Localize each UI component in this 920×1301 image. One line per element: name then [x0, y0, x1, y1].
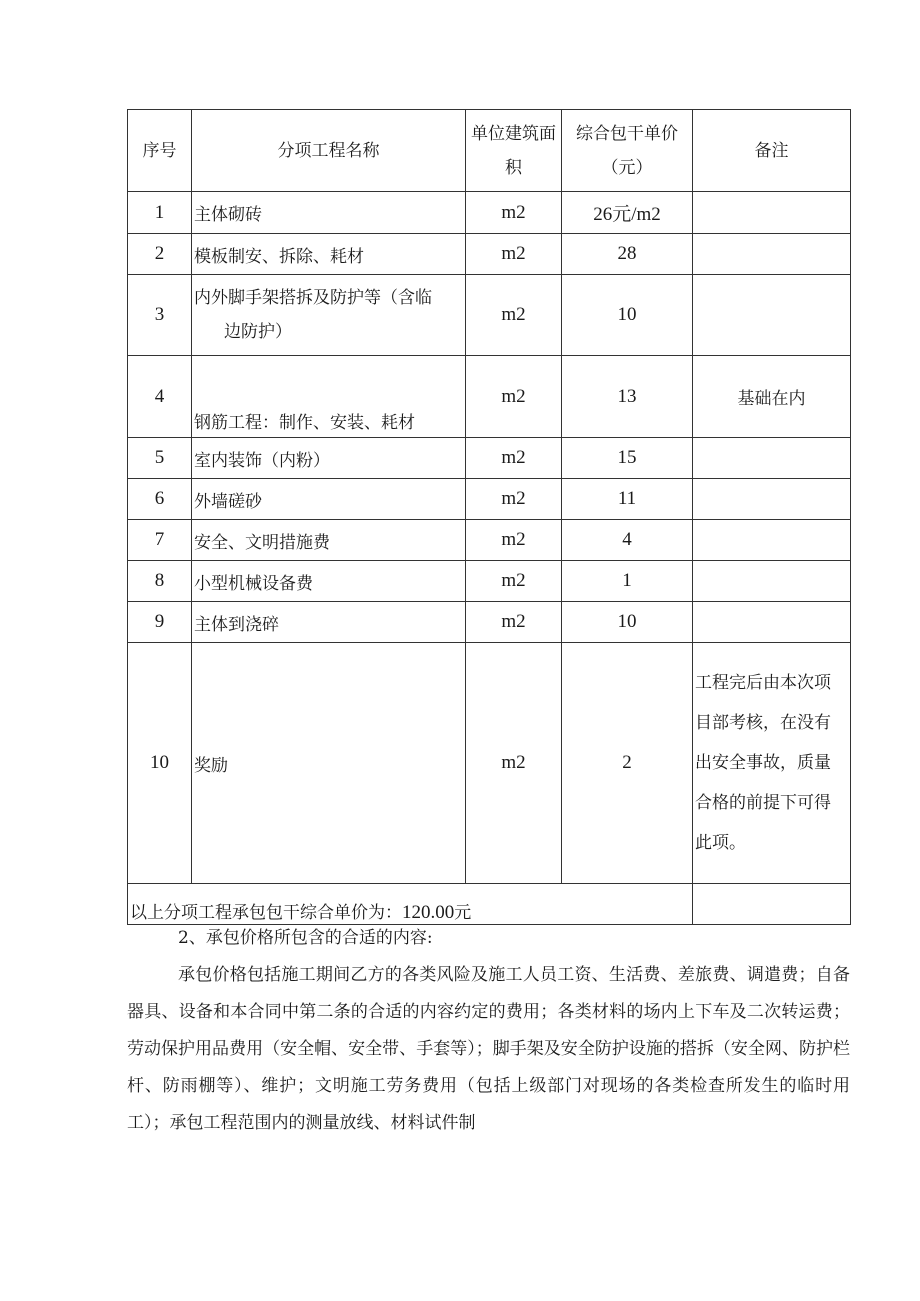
- row-unit: m2: [466, 438, 562, 479]
- row-name-line1: 内外脚手架搭拆及防护等（含临: [194, 288, 432, 308]
- header-unit-line1: 单位建筑面: [471, 123, 556, 144]
- table-row: [128, 520, 851, 561]
- summary-value: 120.00: [402, 902, 455, 923]
- summary-note-cell: [693, 884, 851, 925]
- table-row: [128, 479, 851, 520]
- row-price: 4: [562, 520, 693, 561]
- row-note: [693, 561, 851, 602]
- row-name: 室内装饰（内粉）: [192, 438, 466, 479]
- row-price: 13: [562, 356, 693, 438]
- row-unit: m2: [466, 356, 562, 438]
- table-row: [128, 275, 851, 356]
- row-name: 外墙磋砂: [192, 479, 466, 520]
- row-price: 10: [562, 602, 693, 643]
- summary-suffix: 元: [454, 903, 472, 923]
- row-name: [192, 275, 466, 356]
- row-name: 安全、文明措施费: [192, 520, 466, 561]
- row-price: 28: [562, 234, 693, 275]
- section-heading: 2、承包价格所包含的合适的内容:: [178, 928, 433, 948]
- section-body: 承包价格包括施工期间乙方的各类风险及施工人员工资、生活费、差旅费、调遣费；自备器具、设备和本合同中第二条的合适的内容约定的费用；各类材料的场内上下车及二次转运费；劳动保护用品费用（安全帽、安全带、手套等）；脚手架及安全防护设施的搭拆（安全网、防护栏杆、防雨棚等）、维护；文明施工劳务费用（包括上级部门对现场的各类检查所发生的临时用工）；承包工程范围内的测量放线、材料试件制: [127, 965, 850, 1133]
- row-price: 15: [562, 438, 693, 479]
- row-name: 主体到浇碎: [192, 602, 466, 643]
- row-note: [693, 438, 851, 479]
- row-no: 6: [128, 479, 192, 520]
- note-line: 工程完后由本次项: [695, 673, 831, 693]
- header-price-line2: （元）: [601, 157, 653, 178]
- header-unit: [466, 110, 562, 192]
- row-note: [693, 192, 851, 234]
- table-row: [128, 561, 851, 602]
- row-name: 模板制安、拆除、耗材: [192, 234, 466, 275]
- row-price: 1: [562, 561, 693, 602]
- row-name-line2: 边防护）: [224, 322, 292, 342]
- row-price: 2: [562, 643, 693, 884]
- price-table: [127, 109, 851, 925]
- header-no: 序号: [128, 110, 192, 192]
- table-row: [128, 192, 851, 234]
- header-price: [562, 110, 693, 192]
- row-price: 26元/m2: [562, 192, 693, 234]
- row-no: 10: [128, 643, 192, 884]
- row-unit: m2: [466, 520, 562, 561]
- row-price: 11: [562, 479, 693, 520]
- row-no: 5: [128, 438, 192, 479]
- row-unit: m2: [466, 192, 562, 234]
- row-no: 2: [128, 234, 192, 275]
- row-no: 7: [128, 520, 192, 561]
- row-note: 基础在内: [693, 356, 851, 438]
- row-name: 主体砌砖: [192, 192, 466, 234]
- table-row: [128, 234, 851, 275]
- row-name: 钢筋工程：制作、安装、耗材: [192, 356, 466, 438]
- header-price-line1: 综合包干单价: [576, 123, 678, 144]
- note-line: 目部考核，在没有: [695, 713, 831, 733]
- table-row: [128, 438, 851, 479]
- row-no: 3: [128, 275, 192, 356]
- header-unit-line2: 积: [505, 157, 522, 178]
- row-note: [693, 520, 851, 561]
- summary-row: [128, 884, 851, 925]
- header-name: 分项工程名称: [192, 110, 466, 192]
- row-note: [693, 643, 851, 884]
- row-unit: m2: [466, 602, 562, 643]
- row-no: 9: [128, 602, 192, 643]
- summary-prefix: 以上分项工程承包包干综合单价为：: [130, 903, 402, 923]
- row-no: 4: [128, 356, 192, 438]
- row-name: 奖励: [192, 643, 466, 884]
- table-row: [128, 602, 851, 643]
- row-unit: m2: [466, 561, 562, 602]
- row-unit: m2: [466, 275, 562, 356]
- row-unit: m2: [466, 479, 562, 520]
- row-unit: m2: [466, 234, 562, 275]
- row-no: 1: [128, 192, 192, 234]
- note-line: 此项。: [695, 833, 746, 853]
- header-note: 备注: [693, 110, 851, 192]
- row-note: [693, 234, 851, 275]
- row-no: 8: [128, 561, 192, 602]
- row-price: 10: [562, 275, 693, 356]
- row-note: [693, 602, 851, 643]
- row-note: [693, 479, 851, 520]
- row-note: [693, 275, 851, 356]
- note-line: 出安全事故，质量: [695, 753, 831, 773]
- table-header-row: [128, 110, 851, 192]
- summary-cell: [128, 884, 693, 925]
- table-row: [128, 643, 851, 884]
- row-name: 小型机械设备费: [192, 561, 466, 602]
- table-row: [128, 356, 851, 438]
- note-line: 合格的前提下可得: [695, 793, 831, 813]
- row-unit: m2: [466, 643, 562, 884]
